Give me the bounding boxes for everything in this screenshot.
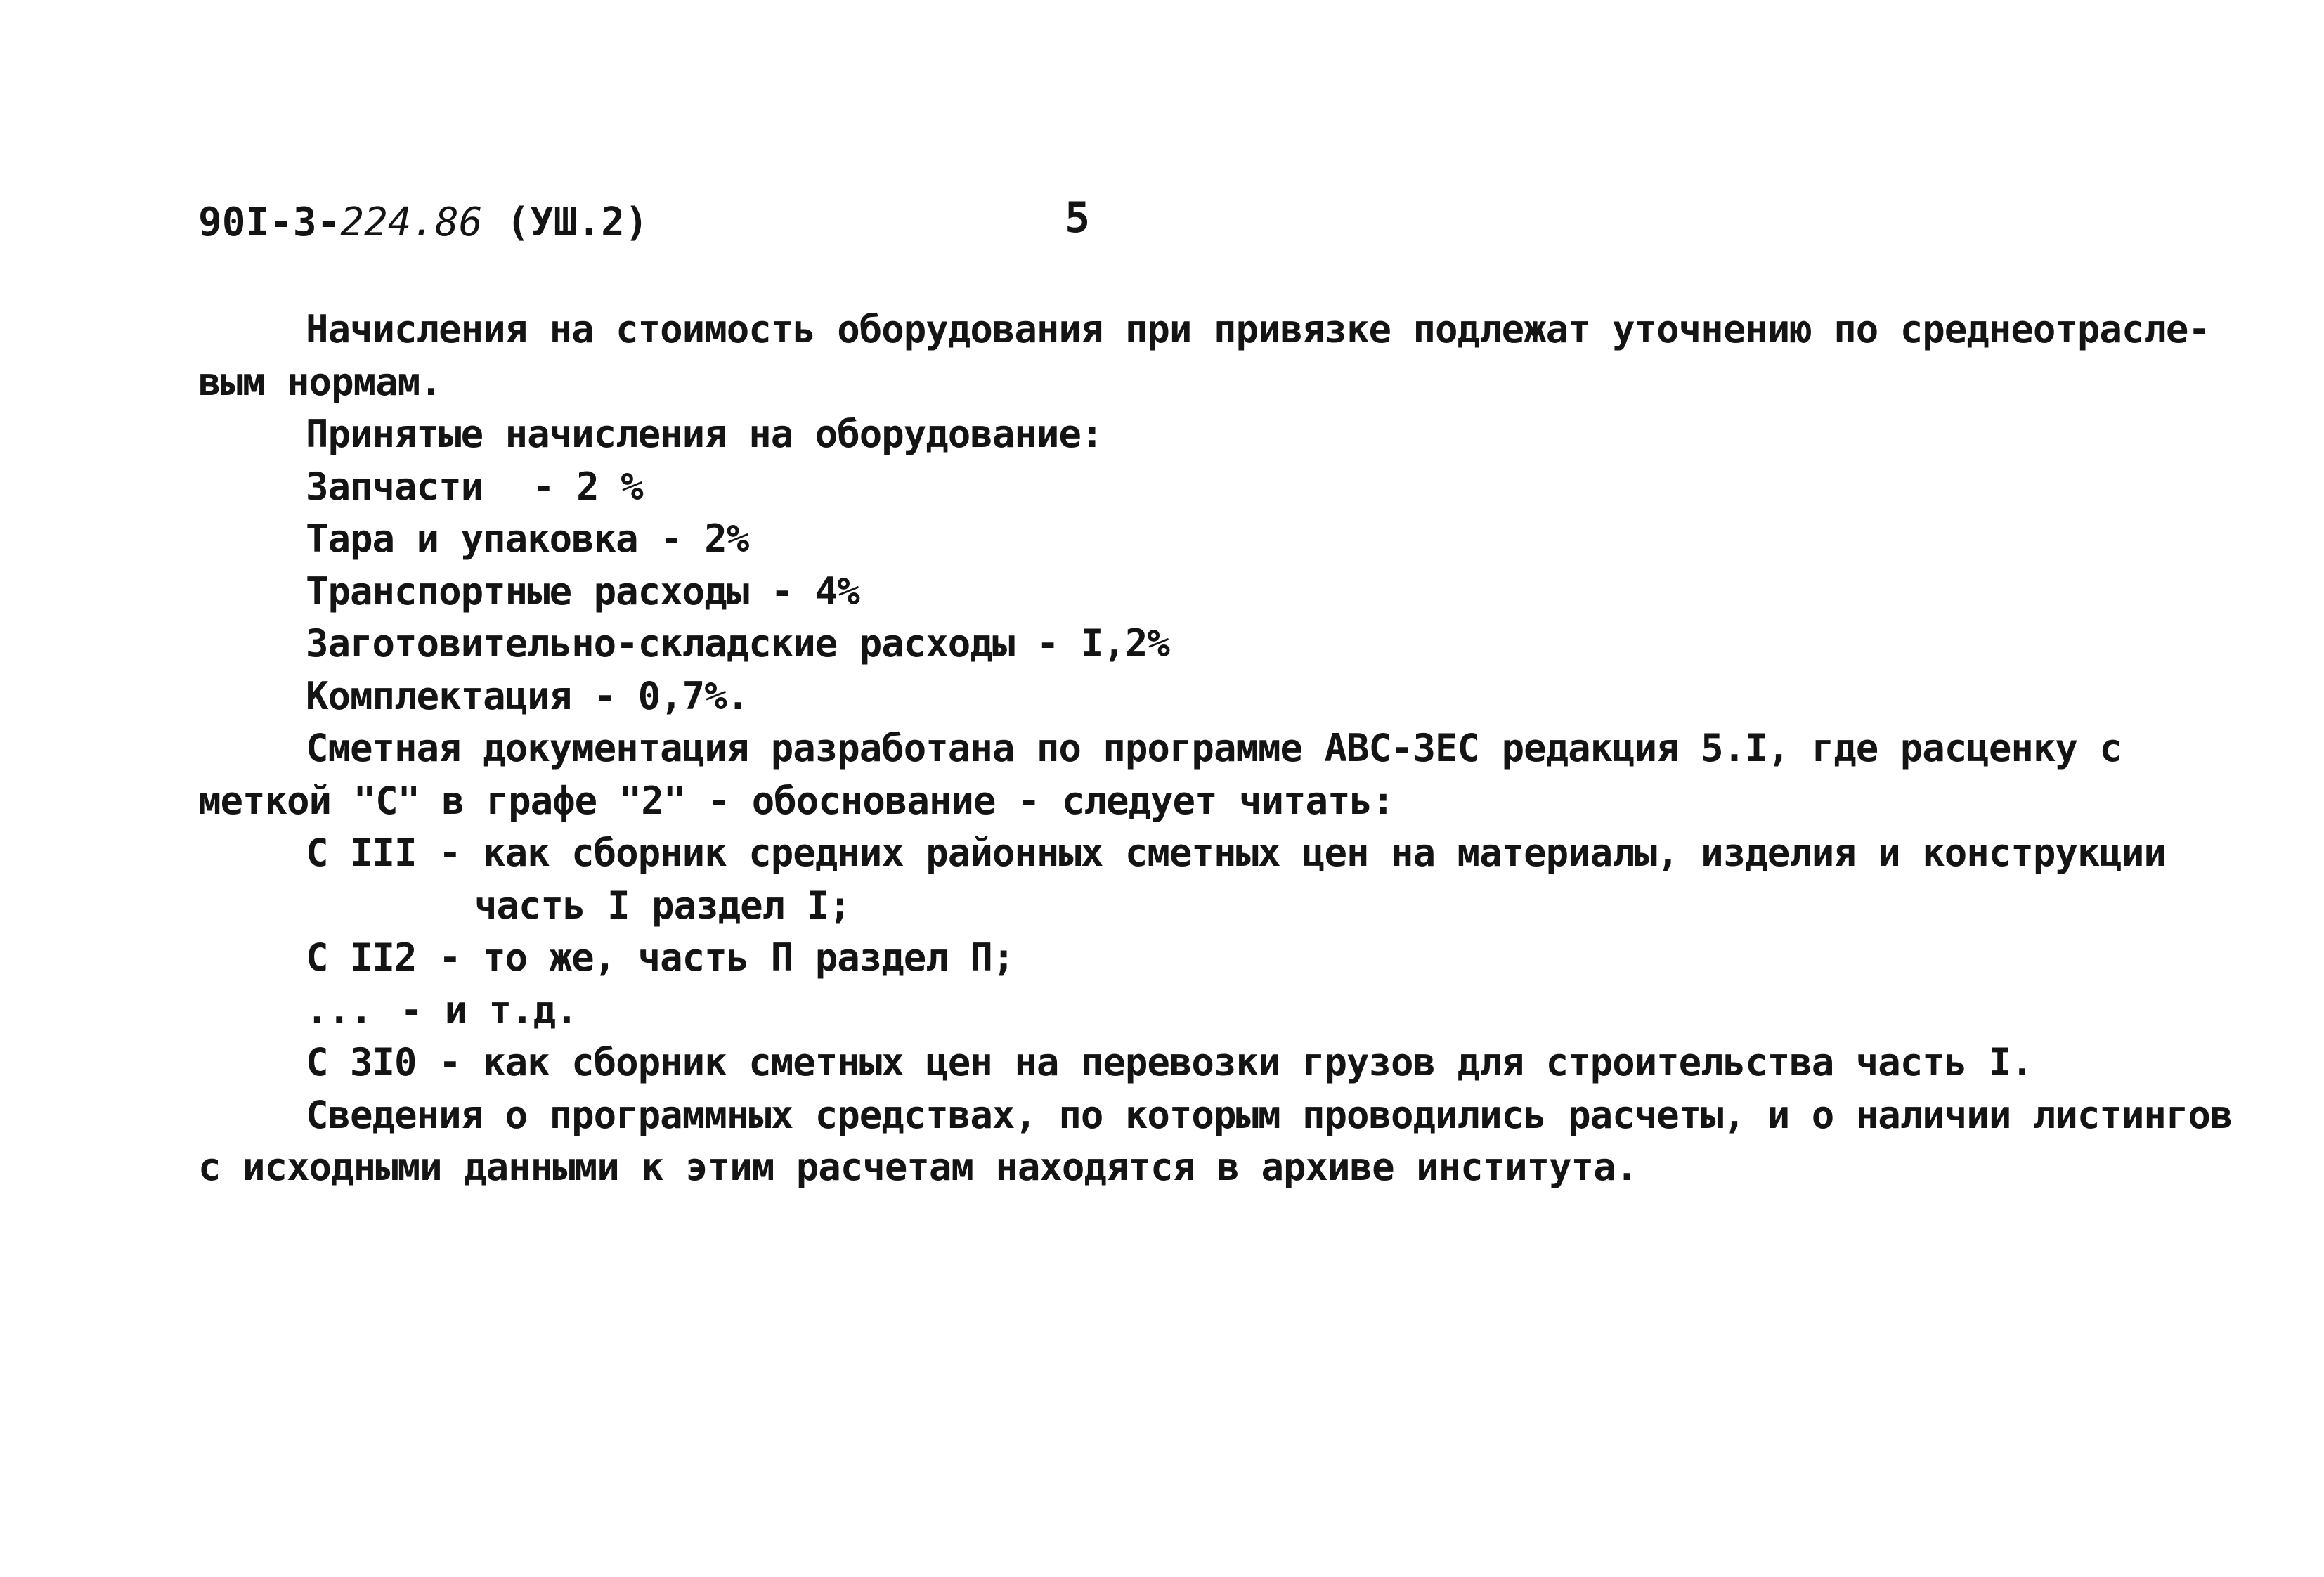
etc-dots: ... [306, 987, 372, 1032]
code-c111-line-2: часть I раздел I; [474, 883, 851, 928]
page-number: 5 [1065, 193, 1091, 242]
document-code [198, 198, 649, 247]
code-etc [198, 985, 2166, 1037]
code-c111-line-1: С III - как сборник средних районных сметных цен на материалы, изделия и конструкции [306, 831, 2166, 875]
charge-item-transport: Транспортные расходы - 4% [306, 569, 859, 614]
paragraph-4-line-2: с исходными данными к этим расчетам находятся в архиве института. [198, 1145, 1638, 1189]
etc-text: - и т.д. [400, 987, 578, 1032]
charge-item-spare-parts [198, 461, 2166, 514]
charge-item-completion: Комплектация - 0,7%. [306, 673, 749, 718]
paragraph-4-line-1: Сведения о программных средствах, по которым проводились расчеты, и о наличии листингов [306, 1092, 2233, 1137]
paragraph-1-line-1: Начисления на стоимость оборудования при привязке подлежат уточнению по среднеотрасле- [306, 307, 2210, 351]
body-text [198, 304, 2233, 1194]
code-c310: С 3I0 - как сборник сметных цен на перевозки грузов для строительства часть I. [306, 1040, 2033, 1084]
doc-code-suffix: (УШ.2) [482, 200, 649, 245]
charge-item-storage: Заготовительно-складские расходы - I,2% [306, 621, 1169, 666]
paragraph-3-line-2: меткой "С" в графе "2" - обоснование - следует читать: [198, 778, 1394, 823]
code-c112: С II2 - то же, часть П раздел П; [306, 935, 1015, 980]
charges-intro: Принятые начисления на оборудование: [306, 412, 1103, 456]
doc-code-number: 224.86 [340, 200, 483, 245]
paragraph-1-line-2: вым нормам. [198, 359, 442, 404]
doc-code-prefix: 90I-3- [198, 200, 341, 245]
charge-item-packaging: Тара и упаковка - 2% [306, 517, 749, 561]
spare-parts-label: Запчасти [306, 464, 483, 509]
spare-parts-value: - 2 % [532, 464, 643, 509]
paragraph-3-line-1: Сметная документация разработана по программе АВС-ЗЕС редакция 5.I, где расценку с [306, 726, 2122, 770]
